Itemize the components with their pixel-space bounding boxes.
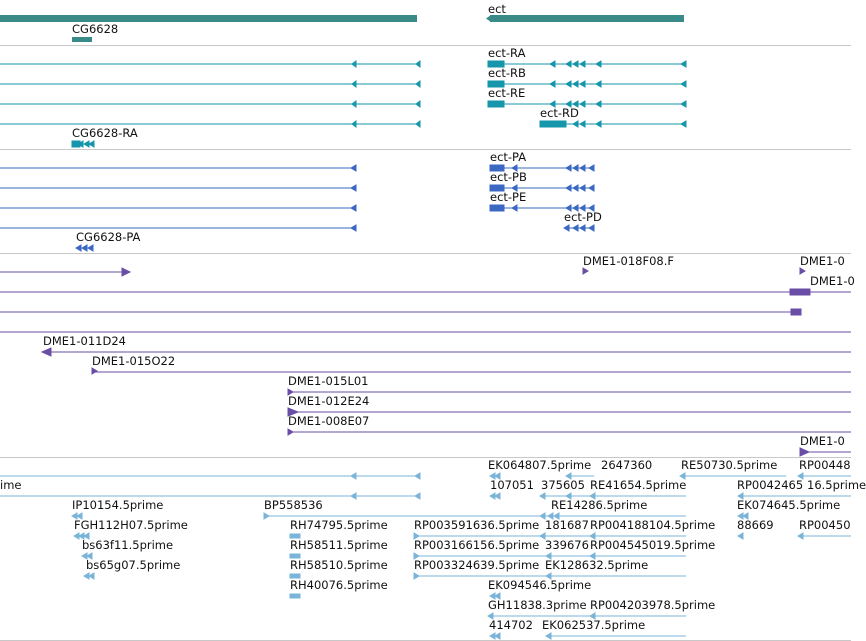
est-label-107051[interactable]: 107051 [490,478,534,492]
protein-left-3[interactable] [0,205,356,211]
clone-label-018f08[interactable]: DME1-018F08.F [583,254,674,268]
est-414702[interactable] [490,633,500,639]
protein-ect-pd[interactable] [564,225,594,231]
est-88669[interactable] [738,533,743,539]
est-label-ime[interactable]: ime [0,478,22,492]
est-label-rp004545019[interactable]: RP004545019.5prime [590,538,716,552]
gene-bar-ect[interactable] [490,15,684,22]
gene-label-ect[interactable]: ect [488,2,506,16]
est-rp00450[interactable] [798,533,851,539]
clone-label-011d24[interactable]: DME1-011D24 [43,334,126,348]
transcript-label-cg6628-ra[interactable]: CG6628-RA [72,126,138,140]
est-label-rh58511[interactable]: RH58511.5prime [290,538,388,552]
est-label-181687[interactable]: 181687 [545,518,589,532]
est-label-gh11838[interactable]: GH11838.3prime [488,598,587,612]
est-label-414702[interactable]: 414702 [489,618,533,632]
gene-bar-cg6628-span[interactable] [0,15,417,22]
clone-015l01[interactable] [288,389,851,395]
est-label-rp003166156[interactable]: RP003166156.5prime [414,538,540,552]
est-ek062537[interactable] [546,633,686,639]
est-label-339676[interactable]: 339676 [545,538,589,552]
est-line-1[interactable] [0,473,420,479]
transcript-left-4[interactable] [0,121,420,127]
protein-label-ect-pa[interactable]: ect-PA [490,150,527,164]
est-label-ek064807[interactable]: EK064807.5prime [488,458,592,472]
protein-label-ect-pe[interactable]: ect-PE [490,190,527,204]
est-rh40076[interactable] [290,594,300,598]
transcript-label-ect-rb[interactable]: ect-RB [488,66,526,80]
clone-line-2[interactable] [0,289,851,295]
transcript-left-2[interactable] [0,81,420,87]
est-label-rp00450[interactable]: RP00450 [799,518,851,532]
est-label-ek094546[interactable]: EK094546.5prime [488,578,592,592]
clone-label-right3[interactable]: DME1-0 [800,434,845,448]
est-label-ek062537[interactable]: EK062537.5prime [542,618,646,632]
est-label-rh40076[interactable]: RH40076.5prime [290,578,388,592]
est-label-re14286[interactable]: RE14286.5prime [551,498,648,512]
clone-label-012e24[interactable]: DME1-012E24 [288,394,370,408]
transcript-cg6628-ra[interactable] [72,141,94,147]
est-label-ek074645[interactable]: EK074645.5prime [737,498,841,512]
est-label-2647360[interactable]: 2647360 [601,458,653,472]
est-label-16-5prime[interactable]: 16.5prime [807,478,866,492]
est-label-rp004203978[interactable]: RP004203978.5prime [590,598,716,612]
protein-label-ect-pd[interactable]: ect-PD [564,210,602,224]
est-label-bs65g07[interactable]: bs65g07.5prime [86,558,181,572]
protein-left-4[interactable] [0,225,356,231]
est-label-bs63f11[interactable]: bs63f11.5prime [82,538,174,552]
est-bs65g07[interactable] [84,573,94,579]
est-label-rp004188104[interactable]: RP004188104.5prime [590,518,716,532]
clone-012e24[interactable] [288,408,851,416]
clone-018f08[interactable] [583,268,588,274]
est-label-rh74795[interactable]: RH74795.5prime [290,518,388,532]
clone-line-3[interactable] [0,309,801,315]
transcript-label-ect-re[interactable]: ect-RE [488,86,526,100]
transcript-left-3[interactable] [0,101,420,107]
gene-label-cg6628[interactable]: CG6628 [72,22,119,36]
clone-label-right1[interactable]: DME1-0 [800,254,845,268]
est-label-rp0042465[interactable]: RP0042465 [737,478,804,492]
clone-label-008e07[interactable]: DME1-008E07 [288,414,370,428]
protein-left-1[interactable] [0,165,356,171]
transcript-label-ect-rd[interactable]: ect-RD [540,106,579,120]
clone-label-015l01[interactable]: DME1-015L01 [288,374,369,388]
est-label-rp00448[interactable]: RP00448 [799,458,851,472]
est-label-ip10154[interactable]: IP10154.5prime [72,498,164,512]
clone-008e07[interactable] [288,429,851,435]
est-label-rp003591636[interactable]: RP003591636.5prime [414,518,540,532]
est-label-re41654[interactable]: RE41654.5prime [590,478,687,492]
est-107051[interactable] [490,493,500,499]
protein-label-cg6628-pa[interactable]: CG6628-PA [76,230,141,244]
protein-label-ect-pb[interactable]: ect-PB [490,170,527,184]
transcript-ect-rd[interactable] [540,121,686,127]
est-label-re50730[interactable]: RE50730.5prime [681,458,778,472]
est-label-ek128632[interactable]: EK128632.5prime [545,558,649,572]
est-label-rh58510[interactable]: RH58510.5prime [290,558,388,572]
gene-ect-arrow [486,15,491,22]
clone-right1[interactable] [800,268,805,274]
protein-cg6628-pa[interactable] [76,245,93,251]
protein-left-2[interactable] [0,185,356,191]
transcript-ect-re[interactable] [488,101,686,107]
clone-right3[interactable] [800,448,851,456]
clone-label-right2[interactable]: DME1-0 [810,274,855,288]
est-label-88669[interactable]: 88669 [737,518,774,532]
clone-label-015o22[interactable]: DME1-015O22 [92,354,176,368]
est-label-375605[interactable]: 375605 [541,478,585,492]
est-label-rp003324639[interactable]: RP003324639.5prime [414,558,540,572]
gene-bar-cg6628[interactable] [72,37,92,42]
est-label-bp558536[interactable]: BP558536 [264,498,323,512]
est-line-2[interactable] [0,493,420,499]
est-label-fgh112h07[interactable]: FGH112H07.5prime [74,518,188,532]
transcript-label-ect-ra[interactable]: ect-RA [488,46,526,60]
clone-015o22[interactable] [92,368,851,374]
clone-line-1[interactable] [0,268,130,276]
transcript-left-1[interactable] [0,61,420,67]
